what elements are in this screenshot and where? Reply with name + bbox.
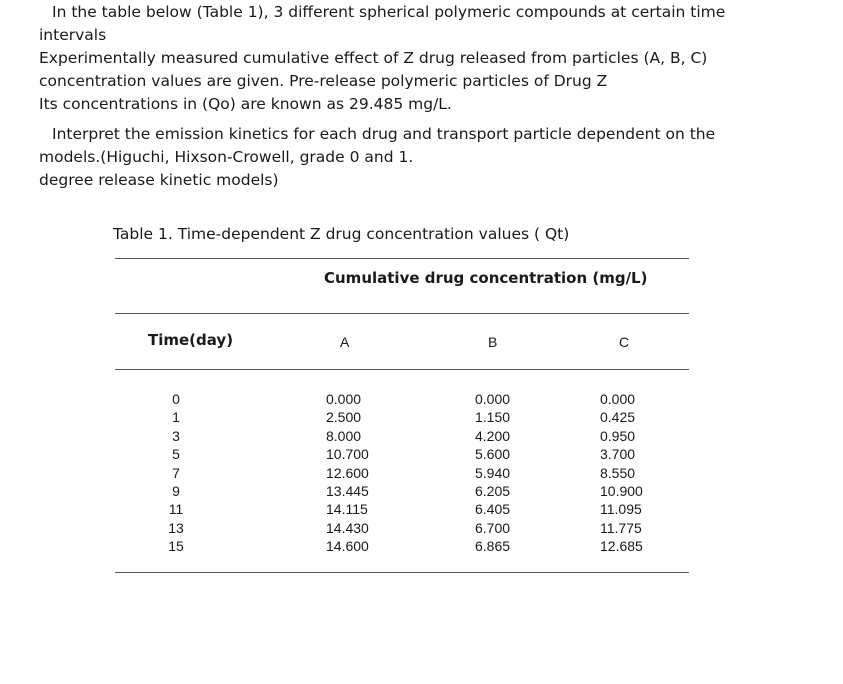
time-cell: 13: [168, 519, 184, 536]
c-cell: 3.700: [600, 446, 636, 463]
table-top-rule: [115, 258, 689, 259]
task-line: degree release kinetic models): [39, 171, 279, 189]
task-line: models.(Higuchi, Hixson-Crowell, grade 0 and 1.: [39, 148, 414, 166]
c-cell: 0.950: [600, 427, 636, 444]
b-cell: 4.200: [475, 427, 511, 444]
a-cell: 14.430: [326, 519, 369, 536]
intro-line: concentration values are given. Pre-release polymeric particles of Drug Z: [39, 72, 608, 90]
b-cell: 6.700: [475, 519, 511, 536]
time-header: Time(day): [148, 331, 234, 349]
a-cell: 14.600: [326, 538, 369, 555]
a-cell: 13.445: [326, 482, 369, 499]
intro-line: Its concentrations in (Qo) are known as 29.485 mg/L.: [39, 95, 452, 113]
b-cell: 5.940: [475, 464, 511, 481]
column-header-a: A: [340, 334, 350, 350]
b-cell: 1.150: [475, 409, 511, 426]
intro-line: intervals: [39, 26, 107, 44]
c-cell: 10.900: [600, 482, 643, 499]
time-column: [164, 390, 188, 556]
a-cell: 14.115: [326, 501, 368, 518]
intro-line: In the table below (Table 1), 3 different spherical polymeric compounds at certain time: [52, 3, 726, 21]
column-a-values: [326, 390, 369, 556]
body-top-rule: [115, 369, 689, 370]
time-cell: 1: [172, 409, 180, 426]
problem-intro: [39, 1, 819, 116]
a-cell: 12.600: [326, 464, 369, 481]
b-cell: 5.600: [475, 446, 511, 463]
intro-line: Experimentally measured cumulative effect of Z drug released from particles (A, B, C): [39, 49, 708, 67]
a-cell: 10.700: [326, 446, 369, 463]
b-cell: 6.405: [475, 501, 511, 518]
a-cell: 0.000: [326, 391, 362, 407]
b-cell: 0.000: [475, 391, 511, 407]
column-header-c: C: [619, 334, 630, 350]
task-line: Interpret the emission kinetics for each drug and transport particle dependent on the: [52, 125, 716, 143]
time-cell: 7: [172, 464, 180, 481]
time-cell: 5: [172, 446, 180, 463]
time-cell: 3: [172, 427, 180, 444]
a-cell: 2.500: [326, 409, 362, 426]
column-b-values: [475, 390, 510, 556]
a-cell: 8.000: [326, 427, 362, 444]
c-cell: 12.685: [600, 538, 643, 555]
problem-task: [39, 123, 819, 192]
group-header: Cumulative drug concentration (mg/L): [324, 269, 648, 287]
c-cell: 11.095: [600, 501, 642, 518]
c-cell: 11.775: [600, 519, 642, 536]
table-bottom-rule: [115, 572, 689, 573]
table-caption: Table 1. Time-dependent Z drug concentration values ( Qt): [113, 225, 570, 243]
header-rule: [115, 313, 689, 314]
time-cell: 9: [172, 482, 180, 499]
column-c-values: [600, 390, 643, 556]
time-cell: 0: [172, 391, 180, 407]
c-cell: 0.425: [600, 409, 636, 426]
c-cell: 0.000: [600, 391, 636, 407]
column-header-b: B: [488, 334, 498, 350]
b-cell: 6.205: [475, 482, 511, 499]
time-cell: 15: [168, 538, 184, 555]
time-cell: 11: [168, 501, 184, 518]
c-cell: 8.550: [600, 464, 636, 481]
b-cell: 6.865: [475, 538, 511, 555]
